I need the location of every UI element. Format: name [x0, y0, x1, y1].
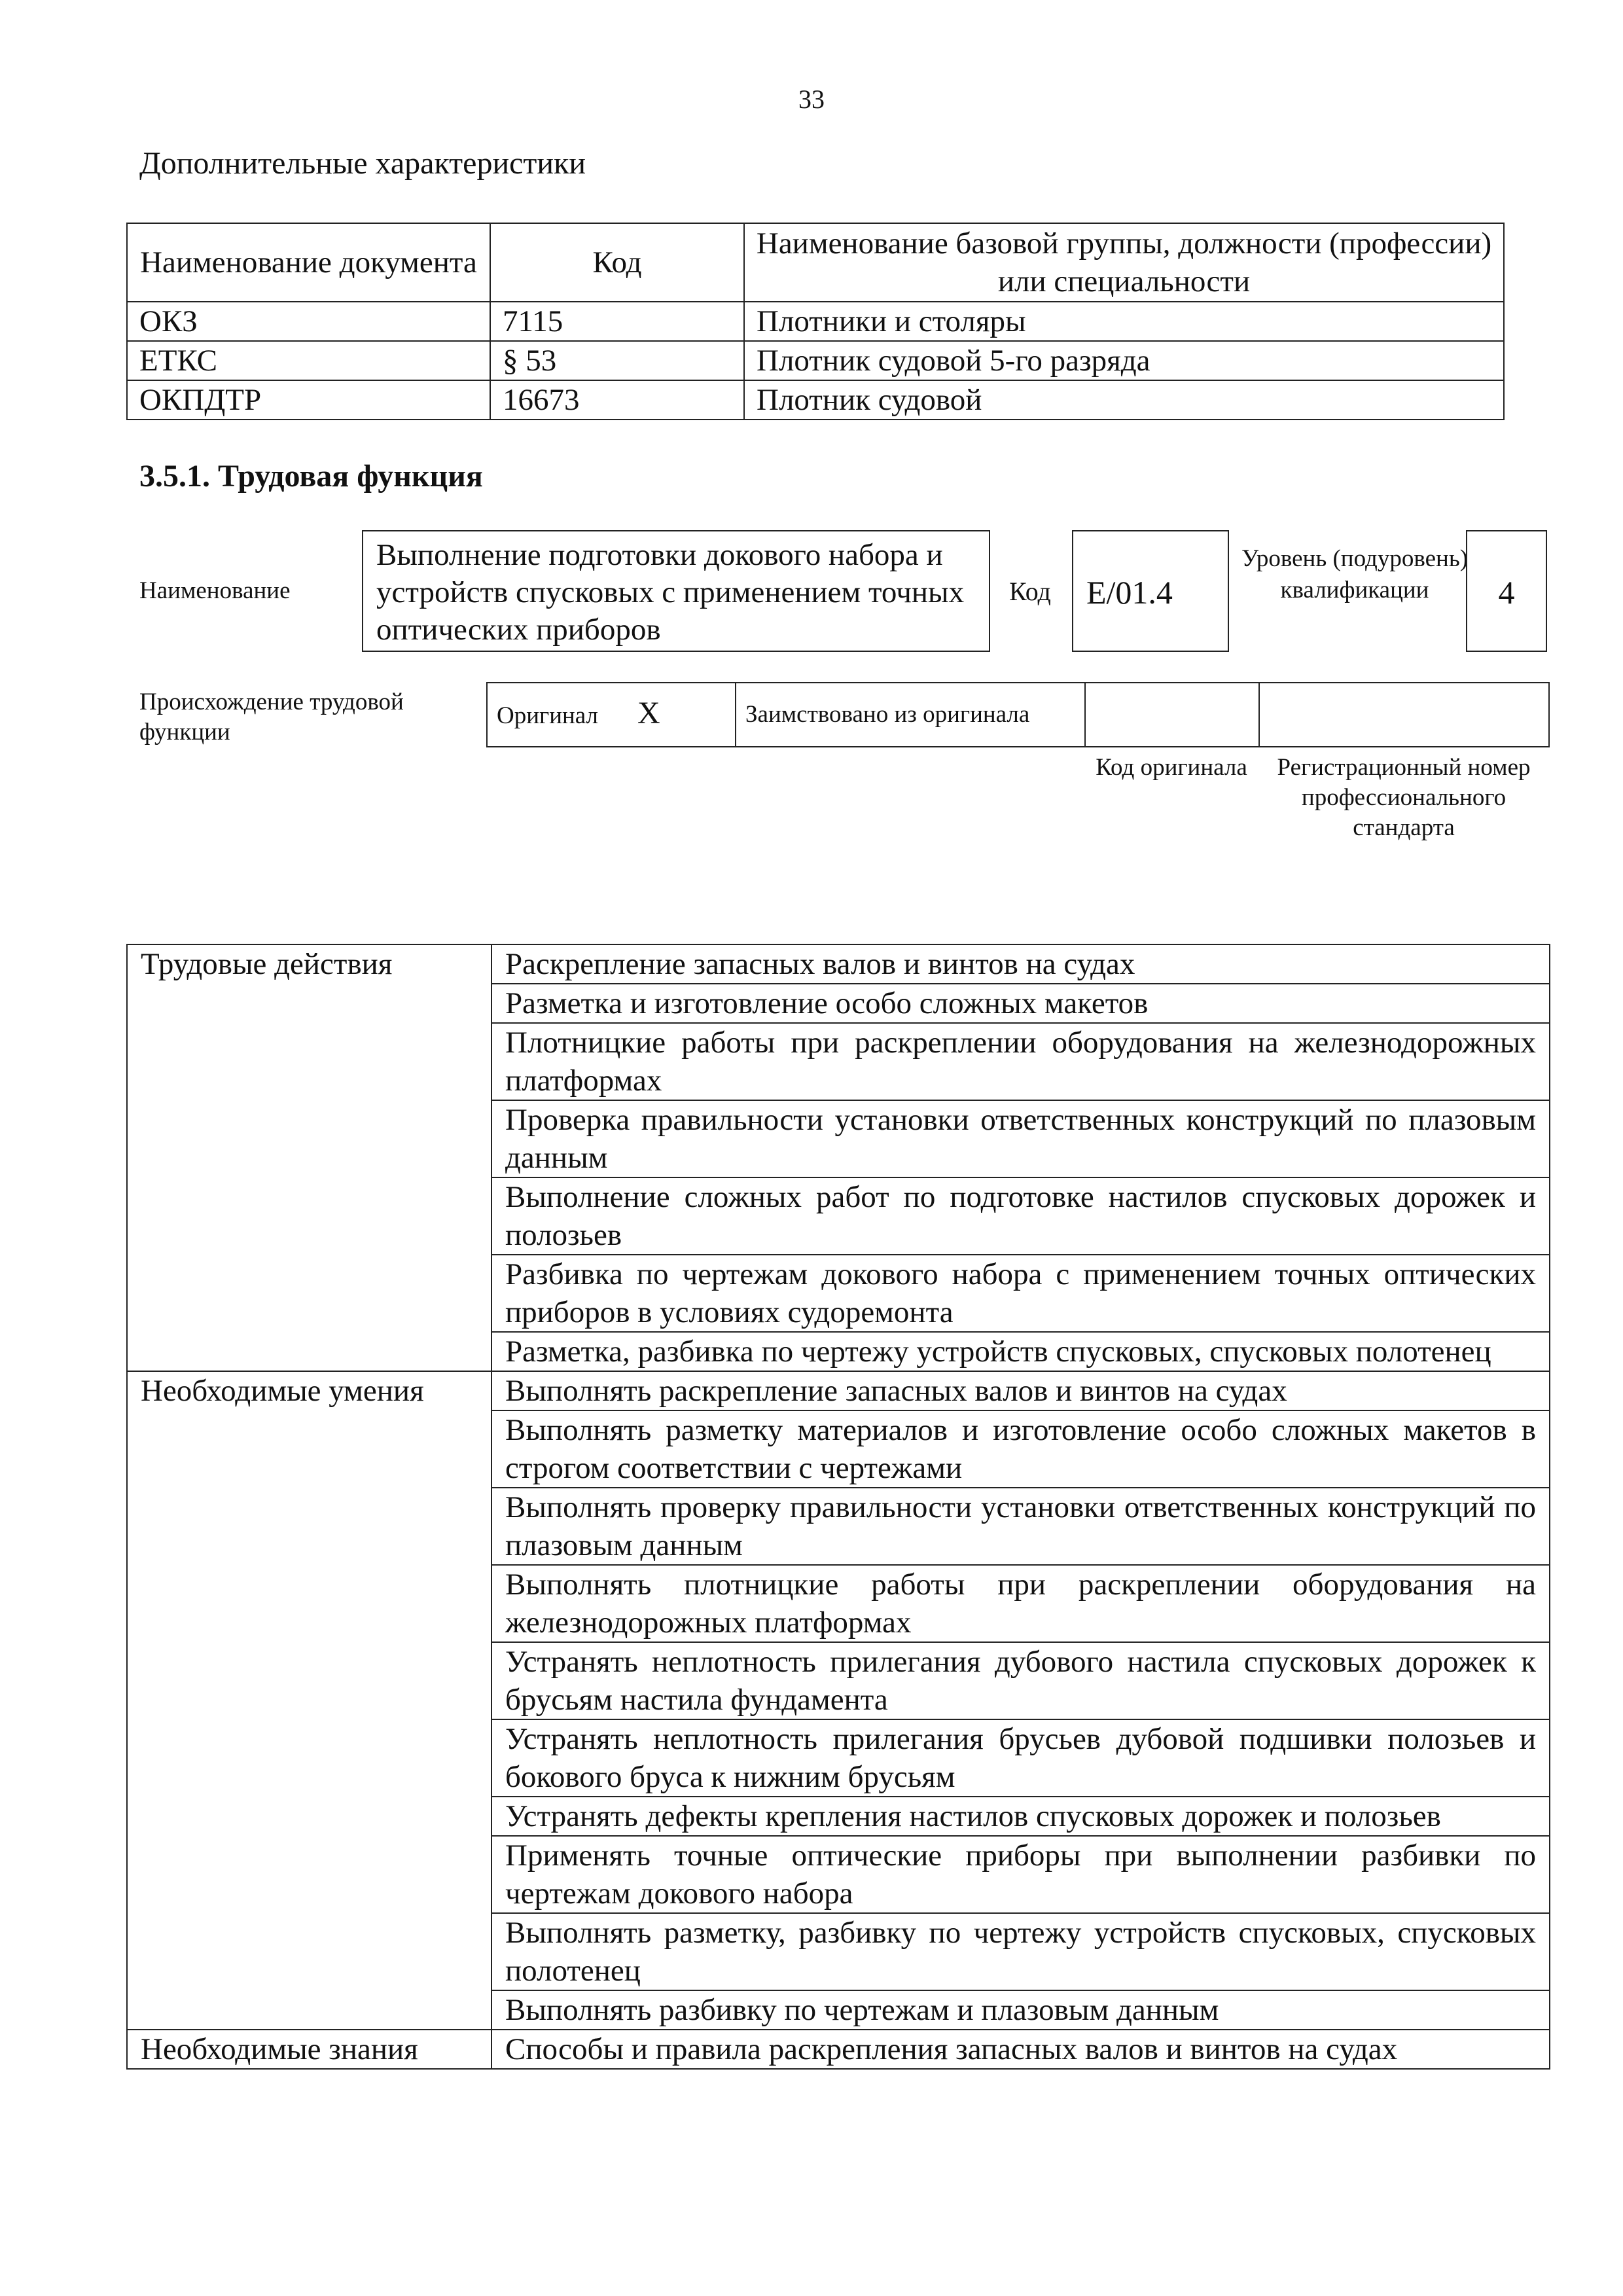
item-cell: Выполнять раскрепление запасных валов и винтов на судах [491, 1371, 1550, 1410]
table-cell: 16673 [490, 380, 744, 420]
section-heading: Дополнительные характеристики [139, 146, 586, 181]
registration-number-cell [1259, 683, 1549, 747]
item-cell: Выполнять разметку материалов и изготовление особо сложных макетов в строгом соответствии с чертежами [491, 1410, 1550, 1488]
table-row [127, 1371, 1550, 1410]
qualification-level-label: Уровень (подуровень) квалификации [1241, 545, 1469, 603]
table-cell: § 53 [490, 341, 744, 380]
labour-function-title: 3.5.1. Трудовая функция [139, 459, 483, 493]
column-header: Код [490, 223, 744, 302]
origin-table [486, 682, 1550, 747]
item-cell: Выполнять разметку, разбивку по чертежу устройств спусковых, спусковых полотенец [491, 1913, 1550, 1990]
name-label: Наименование [139, 577, 291, 604]
table-row [487, 683, 1549, 747]
original-mark: X [637, 696, 660, 730]
item-cell: Разметка и изготовление особо сложных макетов [491, 984, 1550, 1023]
item-cell: Применять точные оптические приборы при выполнении разбивки по чертежам докового набора [491, 1836, 1550, 1913]
item-cell: Выполнять разбивку по чертежам и плазовым данным [491, 1990, 1550, 2030]
original-code-cell [1085, 683, 1259, 747]
code-label: Код [1009, 577, 1051, 606]
item-cell: Способы и правила раскрепления запасных валов и винтов на судах [491, 2030, 1550, 2069]
item-cell: Устранять неплотность прилегания брусьев дубовой подшивки полозьев и бокового бруса к нижним брусьям [491, 1719, 1550, 1797]
item-cell: Проверка правильности установки ответственных конструкций по плазовым данным [491, 1100, 1550, 1177]
table-cell: Плотник судовой 5-го разряда [744, 341, 1504, 380]
table-cell: ОКПДТР [127, 380, 490, 420]
original-label: Оригинал [497, 702, 599, 729]
borrowed-label: Заимствовано из оригинала [736, 683, 1085, 747]
table-cell: ЕТКС [127, 341, 490, 380]
item-cell: Разбивка по чертежам докового набора с применением точных оптических приборов в условиях судоремонта [491, 1255, 1550, 1332]
item-cell: Плотницкие работы при раскреплении оборудования на железнодорожных платформах [491, 1023, 1550, 1100]
origin-label: Происхождение трудовой функции [139, 689, 404, 745]
item-cell: Разметка, разбивка по чертежу устройств спусковых, спусковых полотенец [491, 1332, 1550, 1371]
table-cell: ОКЗ [127, 302, 490, 341]
item-cell: Выполнять проверку правильности установки ответственных конструкций по плазовым данным [491, 1488, 1550, 1565]
registration-number-caption: Регистрационный номер профессионального стандарта [1277, 754, 1531, 841]
table-row [127, 2030, 1550, 2069]
item-cell: Выполнять плотницкие работы при раскреплении оборудования на железнодорожных платформах [491, 1565, 1550, 1642]
category-cell: Необходимые умения [127, 1371, 491, 2030]
characteristics-table [126, 223, 1505, 420]
table-row [127, 944, 1550, 984]
table-row [127, 341, 1504, 380]
table-row [127, 380, 1504, 420]
item-cell: Выполнение сложных работ по подготовке настилов спусковых дорожек и полозьев [491, 1177, 1550, 1255]
column-header: Наименование документа [127, 223, 490, 302]
original-code-caption: Код оригинала [1096, 754, 1247, 781]
table-cell: 7115 [490, 302, 744, 341]
function-code-box: E/01.4 [1072, 530, 1229, 652]
labour-function-table [126, 944, 1550, 2070]
category-cell: Необходимые знания [127, 2030, 491, 2069]
table-row [127, 302, 1504, 341]
item-cell: Раскрепление запасных валов и винтов на судах [491, 944, 1550, 984]
qualification-level-box: 4 [1466, 530, 1547, 652]
item-cell: Устранять неплотность прилегания дубового настила спусковых дорожек к брусьям настила фундамента [491, 1642, 1550, 1719]
column-header: Наименование базовой группы, должности (профессии) или специальности [744, 223, 1504, 302]
page-number: 33 [798, 84, 825, 114]
function-name-box: Выполнение подготовки докового набора и устройств спусковых с применением точных оптических приборов [362, 530, 990, 652]
table-cell: Плотник судовой [744, 380, 1504, 420]
item-cell: Устранять дефекты крепления настилов спусковых дорожек и полозьев [491, 1797, 1550, 1836]
table-header-row [127, 223, 1504, 302]
category-cell: Трудовые действия [127, 944, 491, 1371]
table-cell: Плотники и столяры [744, 302, 1504, 341]
original-cell [487, 683, 736, 747]
